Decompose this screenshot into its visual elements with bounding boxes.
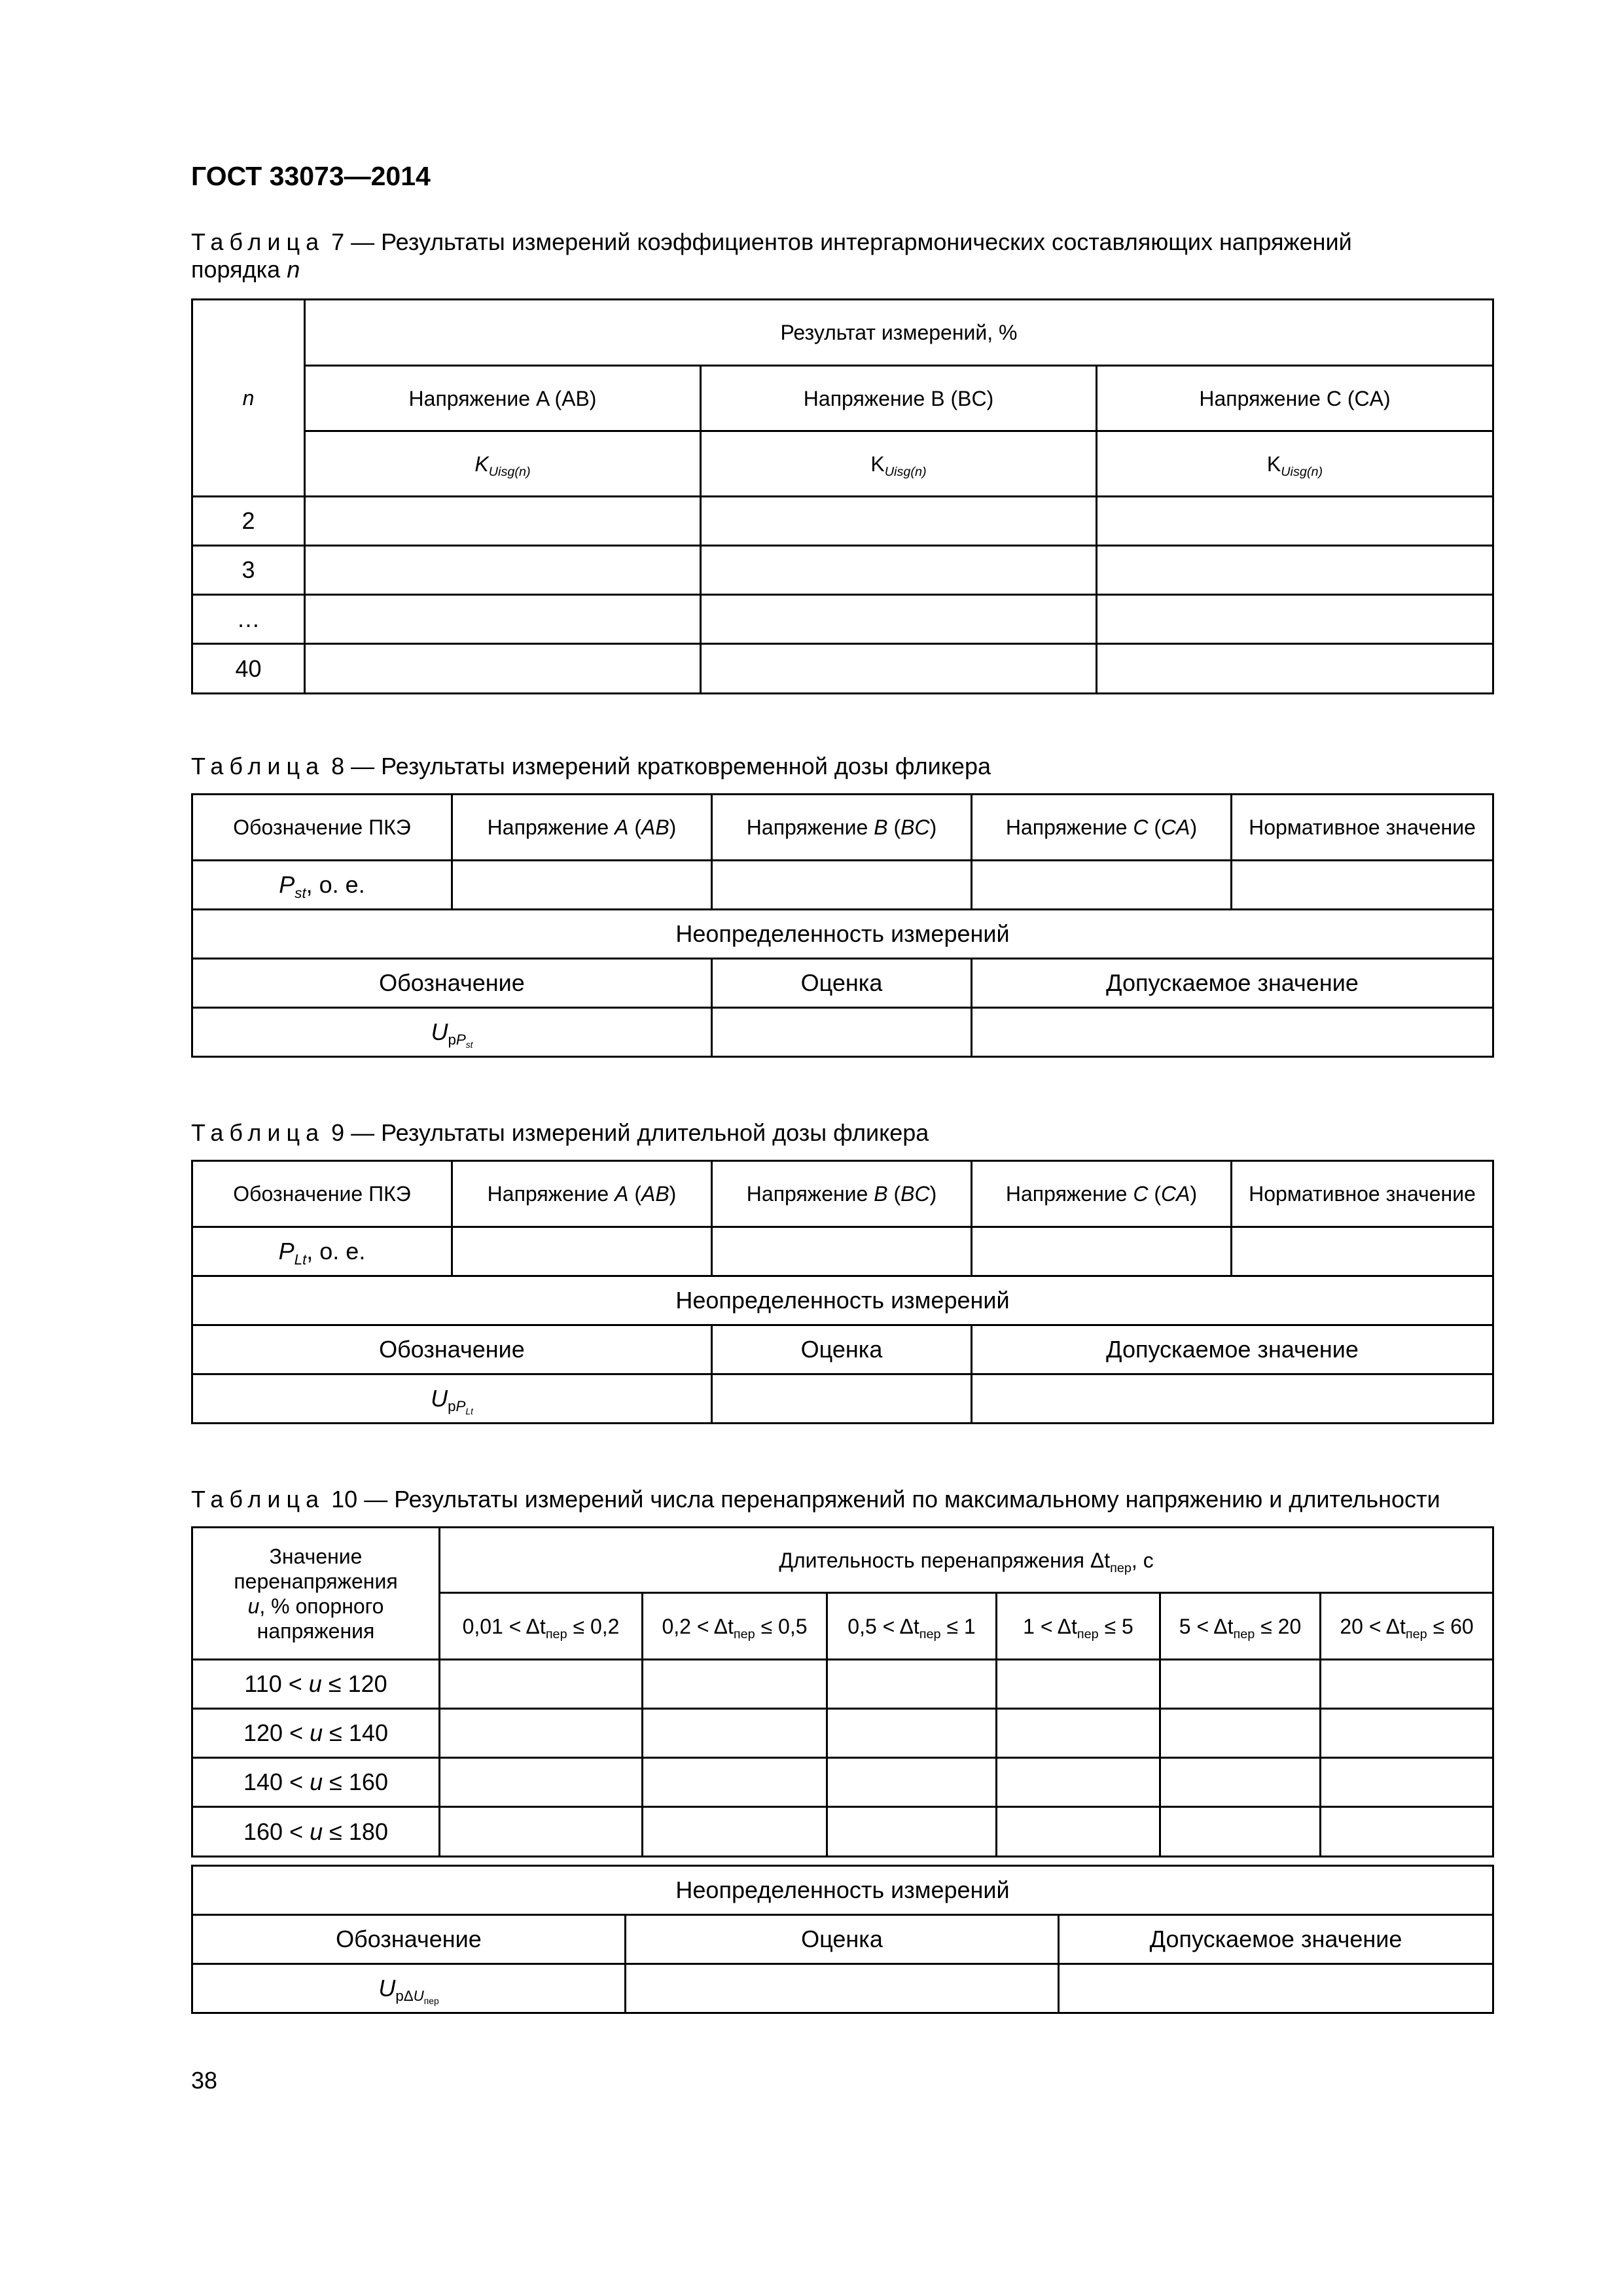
table10-uncertainty (191, 1865, 1494, 2014)
duration-header: Длительность перенапряжения $\Delta t_{пер}$, с (440, 1528, 1493, 1593)
table-row (192, 546, 1493, 595)
empty-cell (827, 1709, 997, 1758)
caption-text: 7 — Результаты измерений коэффициентов интергармонических составляющих напряжений (325, 228, 1352, 255)
voltage-b-header: Напряжение B (BC) (712, 795, 972, 861)
row-label: 140 < u ≤ 160 (192, 1758, 440, 1807)
table7 (191, 298, 1494, 694)
u-estimate-header: Оценка (626, 1915, 1059, 1964)
row-label: 3 (192, 546, 305, 595)
interval-header: $1 < \Delta t_{пер} \le 5$ (997, 1593, 1160, 1660)
empty-cell (643, 1758, 827, 1807)
uncertainty-header: Неопределенность измерений (192, 910, 1493, 959)
empty-cell (1321, 1758, 1493, 1807)
k-symbol-a: $K_{Uisg(n)}$ (305, 431, 701, 497)
table10-main (191, 1526, 1494, 1857)
empty-cell (997, 1807, 1160, 1857)
row-label: 2 (192, 497, 305, 546)
empty-cell (452, 861, 712, 910)
empty-cell (305, 497, 701, 546)
table-row (192, 1709, 1493, 1758)
caption-prefix: Таблица (191, 1119, 325, 1146)
table-row (192, 644, 1493, 694)
empty-cell (1097, 644, 1493, 694)
empty-cell (1160, 1660, 1321, 1709)
caption-text: 8 — Результаты измерений кратковременной дозы фликера (325, 753, 991, 780)
u-allowed-header: Допускаемое значение (972, 959, 1493, 1008)
empty-cell (701, 497, 1097, 546)
table-row (192, 861, 1493, 910)
u-designation-header: Обозначение (192, 1325, 712, 1374)
empty-cell (440, 1807, 643, 1857)
empty-cell (827, 1660, 997, 1709)
empty-cell (997, 1660, 1160, 1709)
empty-cell (1321, 1660, 1493, 1709)
empty-cell (1097, 595, 1493, 644)
k-symbol-c: $K_{Uisg(n)}$ (1097, 431, 1493, 497)
pst-symbol: $P_{st}$, о. е. (192, 861, 452, 910)
empty-cell (701, 644, 1097, 694)
table-row (192, 1964, 1493, 2013)
table7-caption (191, 228, 1493, 283)
empty-cell (305, 644, 701, 694)
voltage-a-header: Напряжение A (AB) (452, 1161, 712, 1227)
uncertainty-header: Неопределенность измерений (192, 1866, 1493, 1915)
empty-cell (972, 861, 1232, 910)
table-row (192, 497, 1493, 546)
interval-header: $5 < \Delta t_{пер} \le 20$ (1160, 1593, 1321, 1660)
empty-cell (643, 1807, 827, 1857)
table8 (191, 793, 1494, 1058)
voltage-c-header: Напряжение C (CA) (972, 795, 1232, 861)
empty-cell (1232, 1227, 1493, 1276)
caption-text: 10 — Результаты измерений числа перенапряжений по максимальному напряжению и длительности (325, 1486, 1440, 1513)
table-row (192, 1008, 1493, 1057)
table10-caption (191, 1486, 1493, 1513)
up-symbol: $U_{pP_{st}}$ (192, 1008, 712, 1057)
table-row (192, 595, 1493, 644)
empty-cell (1160, 1758, 1321, 1807)
empty-cell (1232, 861, 1493, 910)
voltage-a-header: Напряжение A (AB) (305, 366, 701, 431)
table-row (192, 1660, 1493, 1709)
caption-prefix: Таблица (191, 1486, 325, 1513)
empty-cell (1321, 1807, 1493, 1857)
uncertainty-header: Неопределенность измерений (192, 1276, 1493, 1325)
col-designation-header: Обозначение ПКЭ (192, 1161, 452, 1227)
plt-symbol: $P_{Lt}$, о. е. (192, 1227, 452, 1276)
row-label: 160 < u ≤ 180 (192, 1807, 440, 1857)
caption-n: n (287, 256, 300, 283)
empty-cell (440, 1660, 643, 1709)
caption-prefix: Таблица (191, 228, 325, 255)
caption-text: 9 — Результаты измерений длительной дозы фликера (325, 1119, 929, 1146)
voltage-b-header: Напряжение B (BC) (701, 366, 1097, 431)
caption-line2: порядка (191, 256, 281, 283)
empty-cell (712, 1008, 972, 1057)
row-label: … (192, 595, 305, 644)
interval-header: $20 < \Delta t_{пер} \le 60$ (1321, 1593, 1493, 1660)
empty-cell (972, 1008, 1493, 1057)
col-designation-header: Обозначение ПКЭ (192, 795, 452, 861)
empty-cell (643, 1709, 827, 1758)
empty-cell (997, 1709, 1160, 1758)
u-estimate-header: Оценка (712, 1325, 972, 1374)
empty-cell (1097, 546, 1493, 595)
table-row (192, 1374, 1493, 1424)
page-number: 38 (191, 2067, 218, 2094)
empty-cell (440, 1709, 643, 1758)
up-symbol: $U_{pP_{Lt}}$ (192, 1374, 712, 1424)
empty-cell (452, 1227, 712, 1276)
u-designation-header: Обозначение (192, 959, 712, 1008)
empty-cell (827, 1807, 997, 1857)
empty-cell (305, 546, 701, 595)
result-header: Результат измерений, % (305, 300, 1493, 366)
empty-cell (972, 1374, 1493, 1424)
empty-cell (1321, 1709, 1493, 1758)
u-estimate-header: Оценка (712, 959, 972, 1008)
voltage-a-header: Напряжение A (AB) (452, 795, 712, 861)
table-row (192, 1758, 1493, 1807)
interval-header: $0,2 < \Delta t_{пер} \le 0,5$ (643, 1593, 827, 1660)
empty-cell (827, 1758, 997, 1807)
table-row (192, 1227, 1493, 1276)
empty-cell (997, 1758, 1160, 1807)
voltage-c-header: Напряжение C (CA) (972, 1161, 1232, 1227)
empty-cell (712, 1374, 972, 1424)
up-symbol: $U_{p\Delta U_{пер}}$ (192, 1964, 626, 2013)
empty-cell (701, 595, 1097, 644)
interval-header: $0,5 < \Delta t_{пер} \le 1$ (827, 1593, 997, 1660)
norm-header: Нормативное значение (1232, 795, 1493, 861)
document-header: ГОСТ 33073—2014 (191, 161, 431, 191)
empty-cell (305, 595, 701, 644)
voltage-c-header: Напряжение C (CA) (1097, 366, 1493, 431)
u-allowed-header: Допускаемое значение (972, 1325, 1493, 1374)
caption-prefix: Таблица (191, 753, 325, 780)
row-label: 110 < u ≤ 120 (192, 1660, 440, 1709)
norm-header: Нормативное значение (1232, 1161, 1493, 1227)
empty-cell (712, 1227, 972, 1276)
row-label: 40 (192, 644, 305, 694)
empty-cell (1097, 497, 1493, 546)
row-header: Значение перенапряжения u, % опорного напряжения (192, 1528, 440, 1660)
interval-header: $0,01 < \Delta t_{пер} \le 0,2$ (440, 1593, 643, 1660)
empty-cell (1059, 1964, 1493, 2013)
empty-cell (712, 861, 972, 910)
empty-cell (1160, 1807, 1321, 1857)
table9-caption (191, 1119, 1493, 1147)
u-designation-header: Обозначение (192, 1915, 626, 1964)
table-row (192, 1807, 1493, 1857)
u-allowed-header: Допускаемое значение (1059, 1915, 1493, 1964)
empty-cell (626, 1964, 1059, 2013)
table8-caption (191, 753, 1493, 780)
voltage-b-header: Напряжение B (BC) (712, 1161, 972, 1227)
row-label: 120 < u ≤ 140 (192, 1709, 440, 1758)
k-symbol-b: $K_{Uisg(n)}$ (701, 431, 1097, 497)
empty-cell (972, 1227, 1232, 1276)
empty-cell (643, 1660, 827, 1709)
empty-cell (701, 546, 1097, 595)
table9 (191, 1160, 1494, 1424)
empty-cell (440, 1758, 643, 1807)
col-n-header: n (192, 300, 305, 497)
empty-cell (1160, 1709, 1321, 1758)
